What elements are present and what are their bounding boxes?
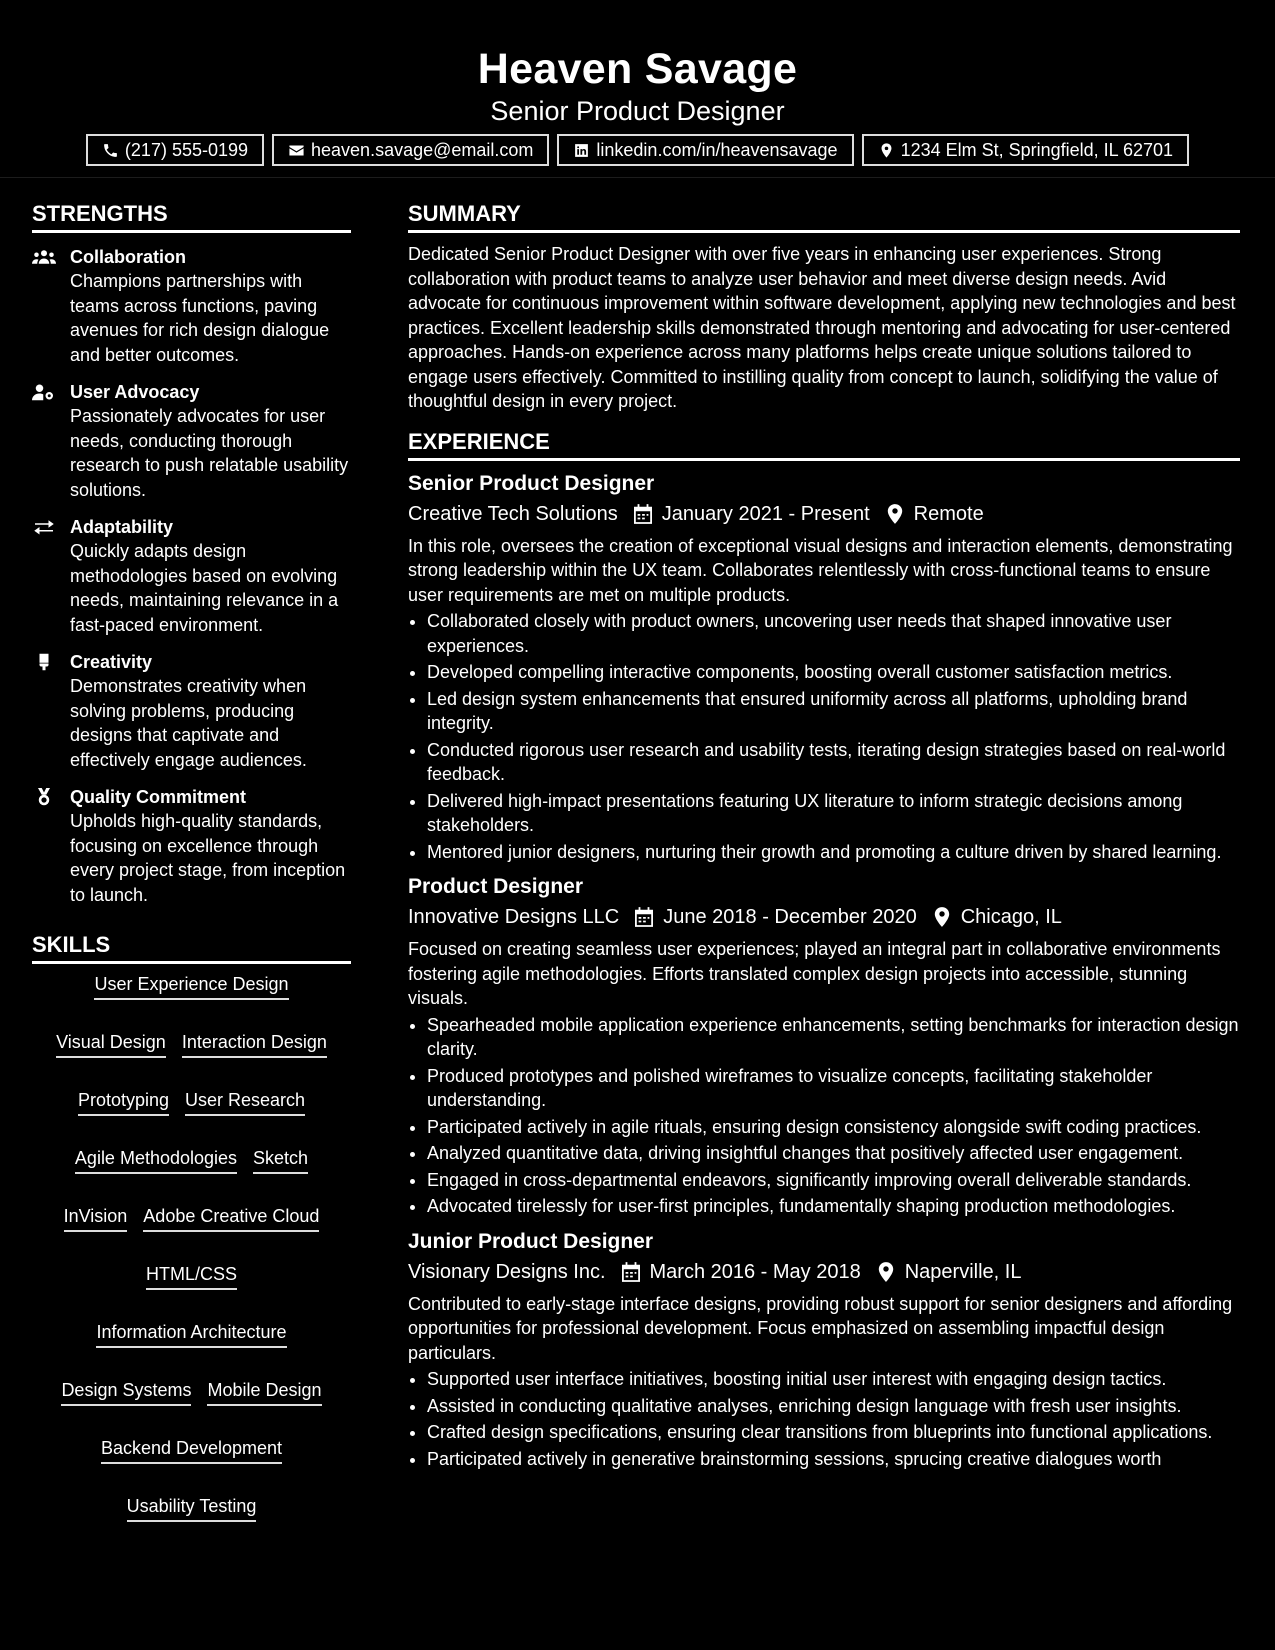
strength-title: User Advocacy xyxy=(70,382,200,402)
job-meta xyxy=(408,500,1240,528)
job-bullet: • Engaged in cross-departmental endeavors, significantly improving overall deliverable standards. xyxy=(427,1168,1240,1193)
job-bullet: • Produced prototypes and polished wireframes to visualize concepts, facilitating stakeholder understanding. xyxy=(427,1064,1240,1113)
job-meta xyxy=(408,903,1240,931)
job-description: Contributed to early-stage interface designs, providing robust support for senior designers and affording opportunities for professional development. Focus emphasized on assembling impactful design particulars. xyxy=(408,1293,1233,1363)
strength-title: Collaboration xyxy=(70,247,186,267)
contact-address[interactable] xyxy=(862,134,1190,166)
skill-tag: Adobe Creative Cloud xyxy=(143,1204,319,1232)
medal-icon xyxy=(32,788,56,806)
job-bullet: • Developed compelling interactive components, boosting overall customer satisfaction metrics. xyxy=(427,660,1240,685)
job-bullets xyxy=(408,609,1240,864)
job-title: Junior Product Designer xyxy=(408,1229,654,1253)
job-location: Remote xyxy=(913,502,984,525)
job-meta xyxy=(408,1258,1240,1286)
job-title: Product Designer xyxy=(408,875,584,898)
skill-tag: Prototyping xyxy=(78,1088,169,1116)
experience-heading: EXPERIENCE xyxy=(408,428,1240,461)
calendar-icon xyxy=(622,1262,640,1282)
strength-title: Creativity xyxy=(70,652,153,672)
arrows-exchange-icon xyxy=(32,518,56,536)
skill-tag: Mobile Design xyxy=(207,1378,321,1406)
job-company: Creative Tech Solutions xyxy=(408,502,618,525)
phone-icon xyxy=(102,142,119,159)
job-dates: January 2021 - Present xyxy=(661,502,870,525)
skill-tag: HTML/CSS xyxy=(146,1262,237,1290)
job-entry xyxy=(408,1228,1240,1472)
job-bullet: • Crafted design specifications, ensuring clear transitions from blueprints into functional applications. xyxy=(427,1420,1240,1445)
job-location: Naperville, IL xyxy=(904,1260,1022,1283)
address-text: 1234 Elm St, Springfield, IL 62701 xyxy=(900,140,1174,160)
job-company: Visionary Designs Inc. xyxy=(408,1260,606,1283)
skills-heading: SKILLS xyxy=(32,931,351,964)
strengths-list xyxy=(32,245,351,907)
strength-title: Quality Commitment xyxy=(70,787,247,807)
skill-tag: User Experience Design xyxy=(94,972,288,1000)
job-bullet: • Supported user interface initiatives, boosting initial user interest with engaging design tactics. xyxy=(427,1367,1240,1392)
user-gear-icon xyxy=(32,383,56,401)
job-title: Senior Product Designer xyxy=(408,471,655,495)
location-pin-icon xyxy=(877,1262,895,1282)
contact-phone[interactable] xyxy=(86,134,264,166)
skill-tag: Usability Testing xyxy=(127,1494,257,1522)
skill-tag: Information Architecture xyxy=(96,1320,286,1348)
left-column xyxy=(32,200,351,1522)
strength-item xyxy=(32,380,351,502)
skill-tag: Sketch xyxy=(253,1146,308,1174)
strength-item xyxy=(32,245,351,367)
right-column xyxy=(408,200,1240,1473)
users-icon xyxy=(32,248,56,266)
strength-item xyxy=(32,785,351,907)
calendar-icon xyxy=(634,504,652,524)
strength-desc: Passionately advocates for user needs, conducting thorough research to push relatable usability solutions. xyxy=(70,406,349,500)
calendar-icon xyxy=(635,907,653,927)
strengths-heading: STRENGTHS xyxy=(32,200,351,233)
job-dates: June 2018 - December 2020 xyxy=(663,906,917,928)
job-bullet: • Spearheaded mobile application experience enhancements, setting benchmarks for interaction design clarity. xyxy=(427,1013,1240,1062)
strength-desc: Demonstrates creativity when solving problems, producing designs that captivate and effectively engage audiences. xyxy=(70,676,307,770)
job-bullet: • Advocated tirelessly for user-first principles, fundamentally shaping production methodologies. xyxy=(427,1194,1240,1219)
candidate-name: Heaven Savage xyxy=(477,45,798,93)
envelope-icon xyxy=(288,142,305,159)
email-text: heaven.savage@email.com xyxy=(311,140,534,160)
strength-item xyxy=(32,650,351,772)
job-bullet: • Collaborated closely with product owners, uncovering user needs that shaped innovative user experiences. xyxy=(427,609,1240,658)
linkedin-text: linkedin.com/in/heavensavage xyxy=(596,140,838,160)
skill-tag: InVision xyxy=(64,1204,128,1232)
summary-text: Dedicated Senior Product Designer with over five years in enhancing user experiences. Strong collaboration with product teams to analyze user behavior and meet diverse design needs. Avid advocate for continuous improvement within software development, applying new technologies and best practices. Excellent leadership skills demonstrated through mentoring and advocating for user-centered approaches. Hands-on experience across many platforms helps create unique solutions tailored to engage users effectively. Committed to instilling quality from concept to launch, solidifying the value of thoughtful design in every project. xyxy=(408,244,1236,411)
job-bullet: • Participated actively in generative brainstorming sessions, sprucing creative dialogues worth xyxy=(427,1447,1240,1472)
job-company: Innovative Designs LLC xyxy=(408,906,620,928)
job-bullets xyxy=(408,1013,1240,1219)
contact-email[interactable] xyxy=(272,134,549,166)
strength-desc: Upholds high-quality standards, focusing on excellence through every project stage, from inception to launch. xyxy=(70,811,346,905)
job-bullet: • Assisted in conducting qualitative analyses, enriching design language with fresh user insights. xyxy=(427,1394,1240,1419)
strength-desc: Quickly adapts design methodologies based on evolving needs, maintaining relevance in a fast-paced environment. xyxy=(70,541,339,635)
job-bullet: • Analyzed quantitative data, driving insightful changes that positively affected user engagement. xyxy=(427,1141,1240,1166)
skill-tag: Interaction Design xyxy=(182,1030,327,1058)
skill-tag: Design Systems xyxy=(61,1378,191,1406)
skills-list xyxy=(32,972,351,1522)
job-bullet: • Conducted rigorous user research and usability tests, iterating design strategies based on real-world feedback. xyxy=(427,738,1240,787)
skill-tag: Backend Development xyxy=(101,1436,282,1464)
summary-heading: SUMMARY xyxy=(408,200,1240,233)
job-bullet: • Delivered high-impact presentations featuring UX literature to inform strategic decisions among stakeholders. xyxy=(427,789,1240,838)
strength-desc: Champions partnerships with teams across functions, paving avenues for rich design dialogue and better outcomes. xyxy=(70,271,330,365)
candidate-title: Senior Product Designer xyxy=(490,96,785,126)
phone-text: (217) 555-0199 xyxy=(124,140,249,160)
job-bullet: • Mentored junior designers, nurturing their growth and promoting a culture driven by shared learning. xyxy=(427,840,1240,865)
paint-brush-icon xyxy=(32,653,56,671)
skill-tag: Visual Design xyxy=(56,1030,166,1058)
job-description: Focused on creating seamless user experiences; played an integral part in collaborative environments fostering agile methodologies. Efforts translated complex design projects into accessible, stunning visuals. xyxy=(408,939,1221,1008)
linkedin-icon xyxy=(573,142,590,159)
location-pin-icon xyxy=(878,142,895,159)
skill-tag: Agile Methodologies xyxy=(75,1146,237,1174)
job-entry xyxy=(408,873,1240,1219)
strength-item xyxy=(32,515,351,637)
location-pin-icon xyxy=(933,907,951,927)
job-bullets xyxy=(408,1367,1240,1471)
job-bullet: • Led design system enhancements that ensured uniformity across all platforms, upholding brand integrity. xyxy=(427,687,1240,736)
contact-linkedin[interactable] xyxy=(557,134,853,166)
location-pin-icon xyxy=(886,504,904,524)
job-location: Chicago, IL xyxy=(960,906,1062,928)
job-entry xyxy=(408,470,1240,865)
job-dates: March 2016 - May 2018 xyxy=(649,1260,861,1283)
contact-bar xyxy=(0,134,1275,166)
resume-header xyxy=(0,0,1275,178)
job-bullet: • Participated actively in agile rituals, ensuring design consistency alongside swift coding practices. xyxy=(427,1115,1240,1140)
strength-title: Adaptability xyxy=(70,517,174,537)
skill-tag: User Research xyxy=(185,1088,305,1116)
job-description: In this role, oversees the creation of exceptional visual designs and interaction elements, demonstrating strong leadership within the UX team. Collaborates relentlessly with cross-functional teams to ensure user requirements are met on multiple products. xyxy=(408,535,1233,605)
